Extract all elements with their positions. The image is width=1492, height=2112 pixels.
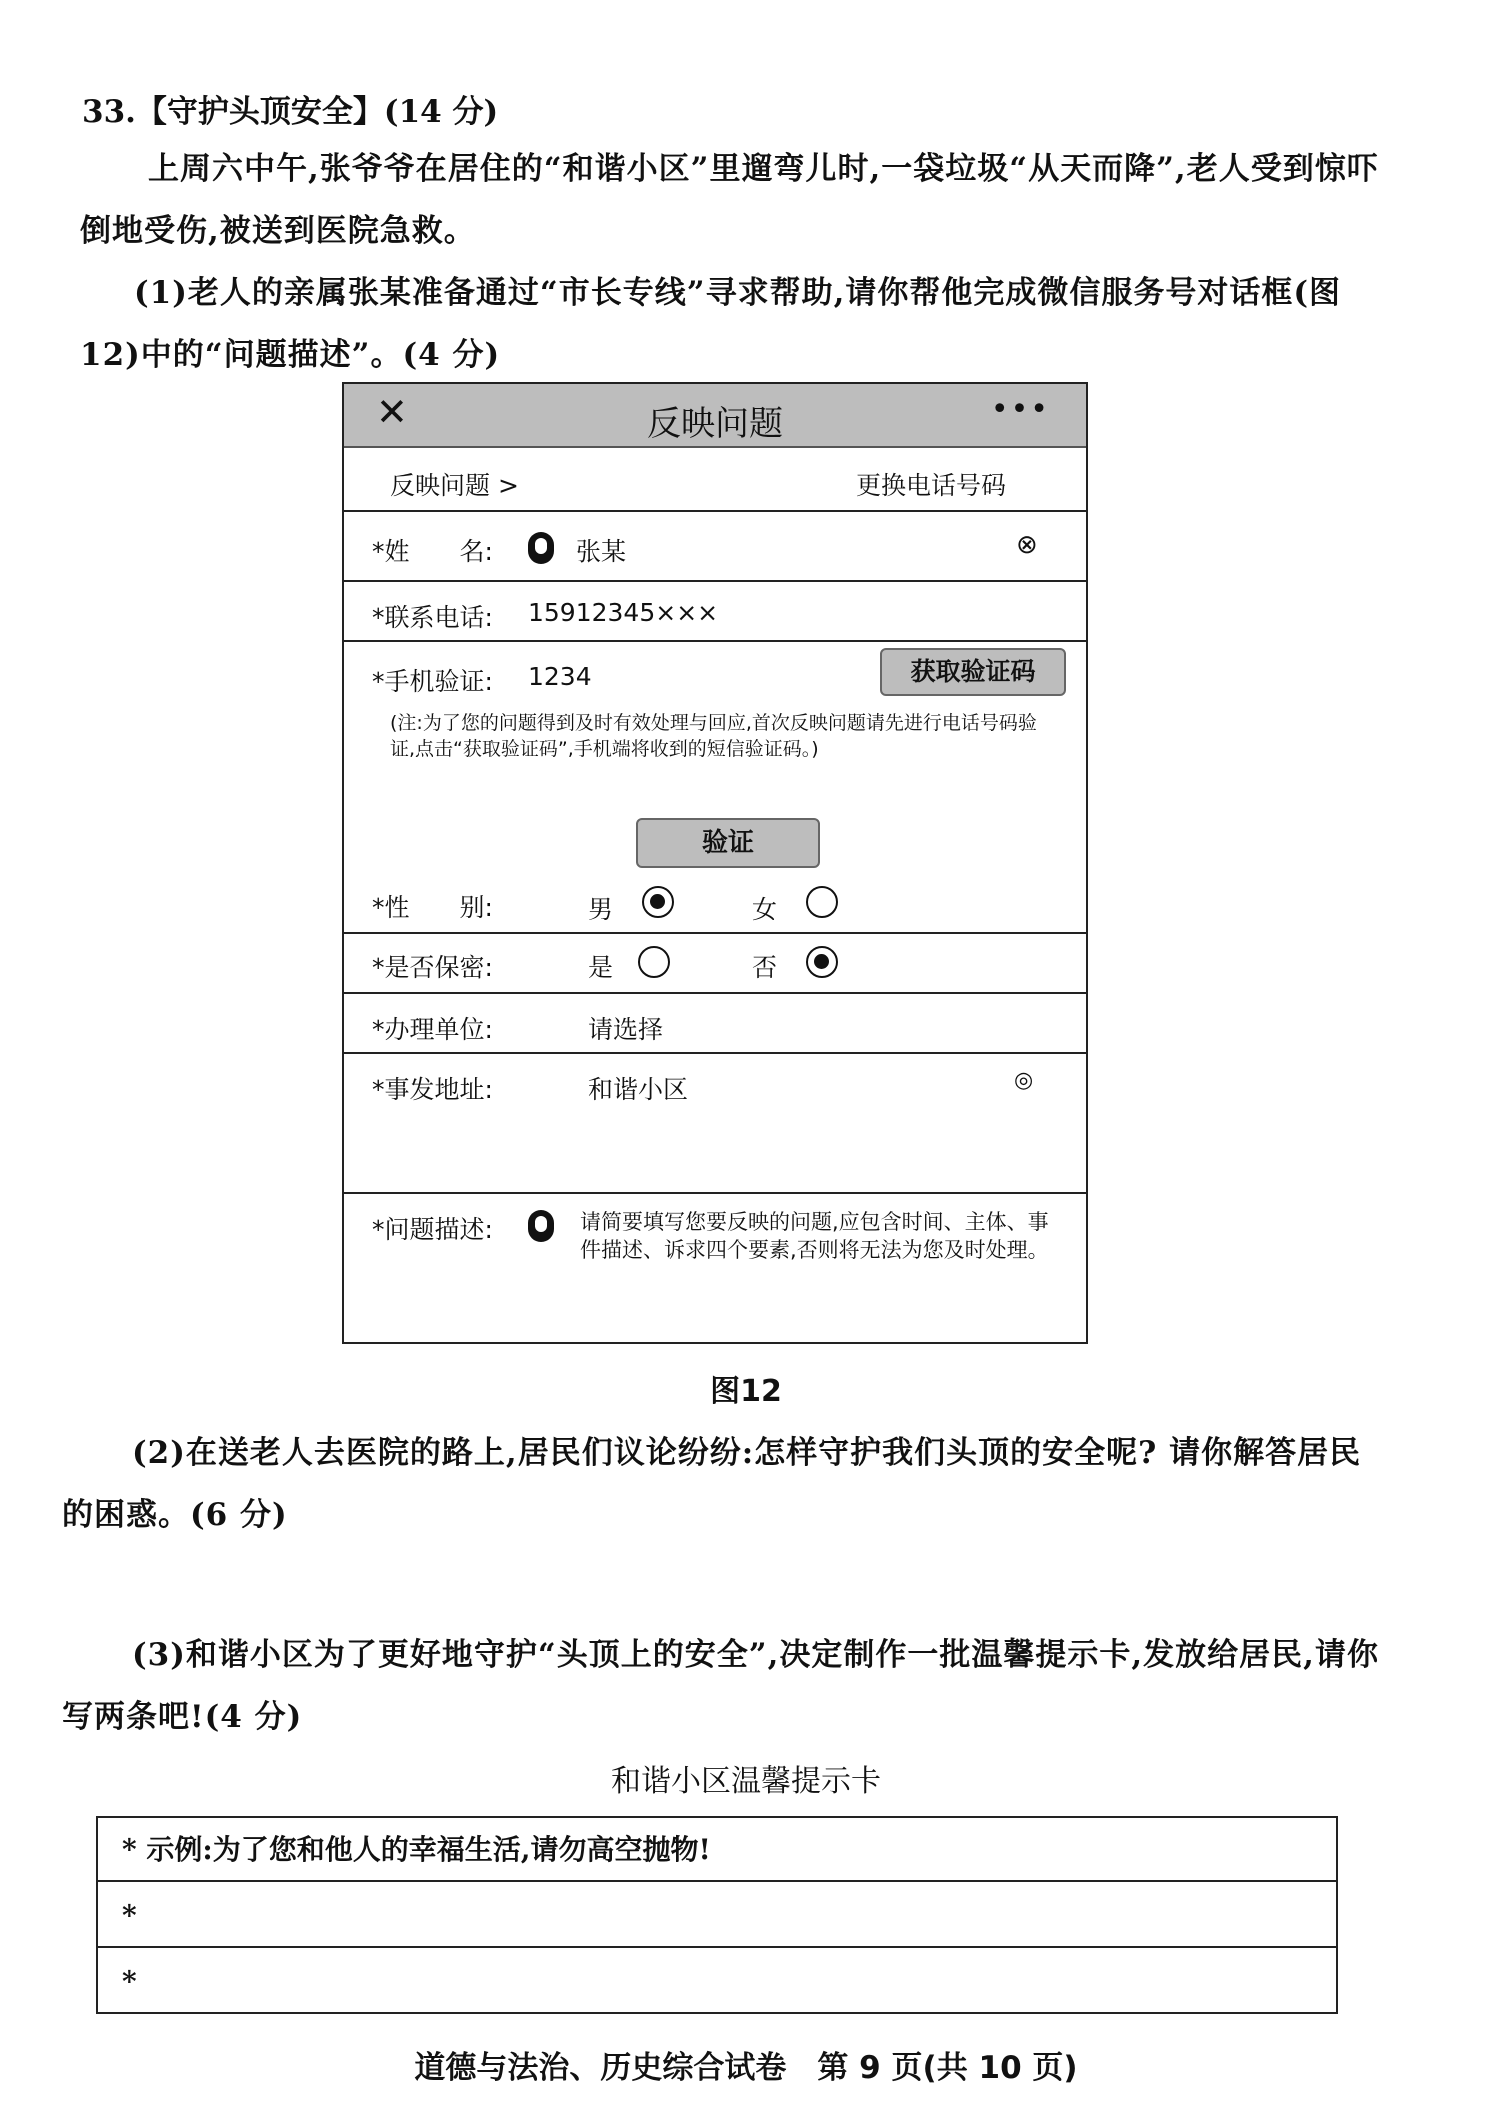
page-footer: 道德与法治、历史综合试卷 第 9 页(共 10 页) [414, 2050, 1078, 2086]
microphone-icon[interactable] [528, 532, 554, 564]
tip-card-title: 和谐小区温馨提示卡 [611, 1764, 881, 1799]
gender-female-radio[interactable] [806, 886, 838, 918]
verify-label: *手机验证: [372, 667, 493, 696]
tip-card-row[interactable]: * [98, 1884, 1336, 1948]
verify-code-value[interactable]: 1234 [528, 662, 592, 691]
wechat-form-figure [342, 382, 1088, 1344]
secret-yes-label: 是 [588, 953, 614, 982]
name-value[interactable]: 张某 [576, 537, 627, 566]
question-part2: (2)在送老人去医院的路上,居民们议论纷纷:怎样守护我们头顶的安全呢? 请你解答居民的困惑。(6 分) [62, 1435, 1362, 1533]
unit-label: *办理单位: [372, 1015, 493, 1044]
location-icon[interactable]: ◎ [1014, 1068, 1034, 1093]
secret-no-radio[interactable] [806, 946, 838, 978]
secret-label: *是否保密: [372, 953, 493, 982]
change-phone-link[interactable]: 更换电话号码 [856, 471, 1007, 500]
gender-female-label: 女 [752, 895, 778, 924]
app-bar [344, 384, 1086, 448]
tip-card [96, 1816, 1338, 2014]
gender-male-label: 男 [588, 895, 614, 924]
gender-male-radio[interactable] [642, 886, 674, 918]
clear-icon[interactable]: ⊗ [1016, 530, 1038, 560]
more-icon[interactable]: ••• [990, 392, 1050, 427]
phone-label: *联系电话: [372, 603, 493, 632]
get-code-button[interactable]: 获取验证码 [880, 648, 1066, 696]
address-value[interactable]: 和谐小区 [588, 1075, 689, 1104]
question-part3: (3)和谐小区为了更好地守护“头顶上的安全”,决定制作一批温馨提示卡,发放给居民,请你写两条吧!(4 分) [62, 1637, 1379, 1735]
tip-card-row[interactable]: * [122, 1965, 137, 1998]
verify-note: (注:为了您的问题得到及时有效处理与回应,首次反映问题请先进行电话号码验证,点击“获取验证码”,手机端将收到的短信验证码。) [390, 712, 1037, 760]
tip-card-row: * 示例:为了您和他人的幸福生活,请勿高空抛物! [98, 1818, 1336, 1882]
desc-placeholder[interactable]: 请简要填写您要反映的问题,应包含时间、主体、事件描述、诉求四个要素,否则将无法为您及时处理。 [580, 1210, 1049, 1262]
close-icon[interactable]: ✕ [376, 390, 408, 434]
gender-label: *性 别: [372, 893, 493, 922]
address-label: *事发地址: [372, 1075, 493, 1104]
nav-report-link[interactable]: 反映问题 > [390, 471, 519, 500]
question-part1: (1)老人的亲属张某准备通过“市长专线”寻求帮助,请你帮他完成微信服务号对话框(图 12)中的“问题描述”。(4 分) [80, 275, 1342, 373]
unit-select[interactable]: 请选择 [588, 1015, 664, 1044]
microphone-icon[interactable] [528, 1210, 554, 1242]
name-label: *姓 名: [372, 537, 493, 566]
secret-no-label: 否 [752, 953, 778, 982]
phone-value[interactable]: 15912345××× [528, 598, 719, 627]
verify-button[interactable]: 验证 [636, 818, 820, 868]
desc-label: *问题描述: [372, 1215, 493, 1244]
app-bar-title: 反映问题 [647, 404, 783, 444]
figure-caption: 图12 [710, 1374, 782, 1409]
question-title: 33.【守护头顶安全】(14 分) [82, 94, 499, 130]
question-intro: 上周六中午,张爷爷在居住的“和谐小区”里遛弯儿时,一袋垃圾“从天而降”,老人受到惊吓倒地受伤,被送到医院急救。 [80, 151, 1379, 249]
secret-yes-radio[interactable] [638, 946, 670, 978]
